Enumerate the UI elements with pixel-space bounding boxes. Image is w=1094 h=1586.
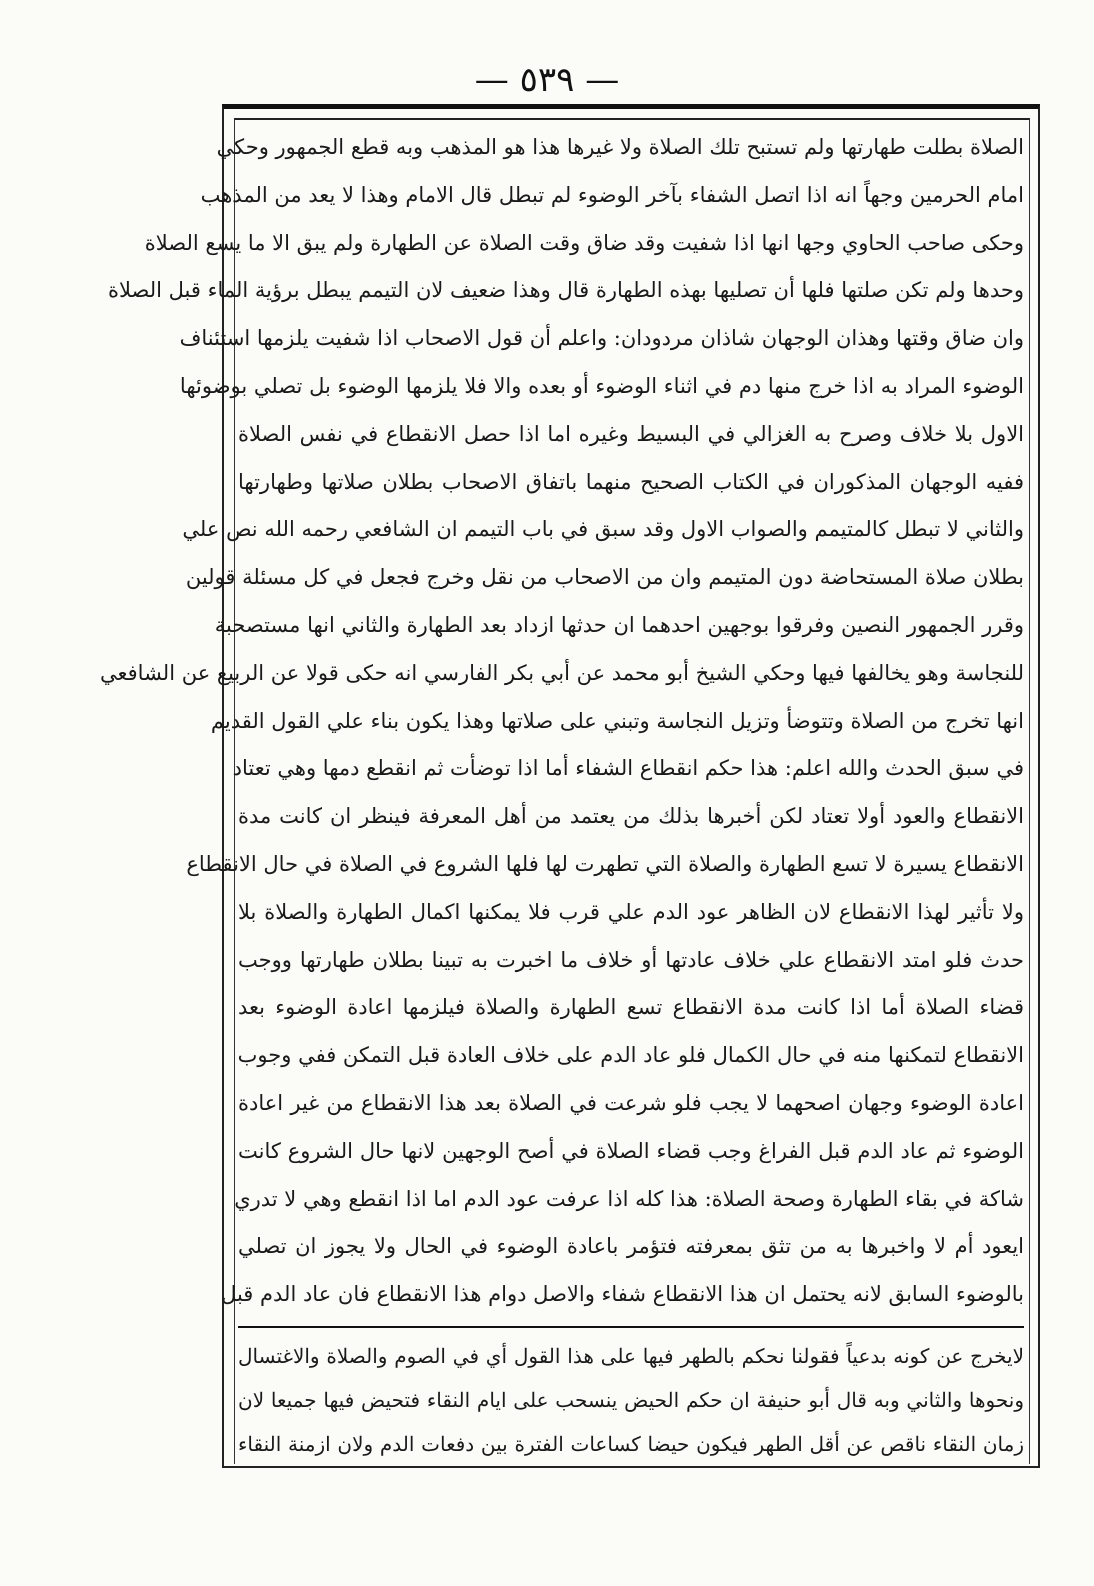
footnote-separator bbox=[238, 1326, 1024, 1328]
text-line: الوضوء المراد به اذا خرج منها دم في اثناء الوضوء أو بعده والا فلا يلزمها الوضوء بل تصلي بوضوئها bbox=[179, 373, 1024, 398]
text-line: وان ضاق وقتها وهذان الوجهان شاذان مردودان: واعلم أن قول الاصحاب اذا شفيت يلزمها استئناف bbox=[179, 326, 1024, 351]
text-line: الاول بلا خلاف وصرح به الغزالي في البسيط وغيره اما اذا حصل الانقطاع في نفس الصلاة bbox=[238, 421, 1024, 446]
footnote-line: ونحوها والثاني وبه قال أبو حنيفة ان حكم الحيض ينسحب على ايام النقاء فتحيض فيها جميعا لان bbox=[238, 1388, 1024, 1412]
text-line: ولا تأثير لهذا الانقطاع لان الظاهر عود الدم علي قرب فلا يمكنها اكمال الطهارة والصلاة بلا bbox=[238, 899, 1024, 924]
page-number: — ٥٣٩ — bbox=[474, 60, 620, 100]
text-line: بطلان صلاة المستحاضة دون المتيمم وان من الاصحاب من نقل وخرج فجعل في كل مسئلة قولين bbox=[185, 565, 1024, 590]
text-line: والثاني لا تبطل كالمتيمم والصواب الاول وقد سبق في باب التيمم ان الشافعي رحمه الله نص علي bbox=[182, 517, 1024, 542]
text-line: الانقطاع والعود أولا تعتاد لكن أخبرها بذلك من يعتمد من أهل المعرفة فينظر ان كانت مدة bbox=[238, 804, 1024, 829]
text-line: للنجاسة وهو يخالفها فيها وحكي الشيخ أبو محمد عن أبي بكر الفارسي انه حكى قولا عن الربيع عن الشافعي bbox=[100, 660, 1024, 685]
text-line: شاكة في بقاء الطهارة وصحة الصلاة: هذا كله اذا عرفت عود الدم اما اذا انقطع وهي لا تدري bbox=[234, 1186, 1024, 1211]
text-line: ففيه الوجهان المذكوران في الكتاب الصحيح منهما باتفاق الاصحاب بطلان صلاتها وطهارتها bbox=[238, 469, 1024, 494]
text-line: الصلاة بطلت طهارتها ولم تستبح تلك الصلاة ولا غيرها هذا هو المذهب وبه قطع الجمهور وحكي bbox=[216, 135, 1024, 159]
text-line: في سبق الحدث والله اعلم: هذا حكم انقطاع الشفاء أما اذا توضأت ثم انقطع دمها وهي تعتاد bbox=[232, 756, 1024, 781]
text-line: حدث فلو امتد الانقطاع علي خلاف عادتها أو خلاف ما اخبرت به تبينا بطلان طهارتها ووجب bbox=[238, 947, 1024, 972]
footnote-line: زمان النقاء ناقص عن أقل الطهر فيكون حيضا كساعات الفترة بين دفعات الدم ولان ازمنة النقاء bbox=[238, 1432, 1024, 1456]
text-line: اعادة الوضوء وجهان اصحهما لا يجب فلو شرعت في الصلاة بعد هذا الانقطاع من غير اعادة bbox=[238, 1090, 1024, 1115]
text-line: قضاء الصلاة أما اذا كانت مدة الانقطاع تسع الطهارة والصلاة فيلزمها اعادة الوضوء بعد bbox=[238, 995, 1024, 1020]
text-line: الانقطاع لتمكنها منه في حال الكمال فلو عاد الدم على خلاف العادة قبل التمكن ففي وجوب bbox=[237, 1043, 1024, 1068]
text-line: وقرر الجمهور النصين وفرقوا بوجهين احدهما ان حدثها ازداد بعد الطهارة والثاني انها مستصحبة bbox=[214, 612, 1024, 637]
text-line: وحدها ولم تكن صلتها فلها أن تصليها بهذه الطهارة قال وهذا ضعيف لان التيمم يبطل برؤية الماء قبل الصلاة bbox=[107, 278, 1024, 303]
text-line: بالوضوء السابق لانه يحتمل ان هذا الانقطاع شفاء والاصل دوام هذا الانقطاع فان عاد الدم قبل bbox=[221, 1282, 1024, 1307]
main-text-block bbox=[100, 124, 1024, 1324]
text-line: وحكى صاحب الحاوي وجها انها اذا شفيت وقد ضاق وقت الصلاة عن الطهارة ولم يبق الا ما يسع الصلاة bbox=[144, 230, 1024, 255]
text-line: امام الحرمين وجهاً انه اذا اتصل الشفاء بآخر الوضوء لم تبطل قال الامام وهذا لا يعد من المذهب bbox=[200, 182, 1024, 207]
text-line: الوضوء ثم عاد الدم قبل الفراغ وجب قضاء الصلاة في أصح الوجهين لانها حال الشروع كانت bbox=[238, 1138, 1024, 1163]
footnote-line: لايخرج عن كونه بدعياً فقولنا نحكم بالطهر فيها على هذا القول أي في الصوم والصلاة والاغتسال bbox=[238, 1344, 1024, 1368]
text-line: الانقطاع يسيرة لا تسع الطهارة والصلاة التي تطهرت لها فلها الشروع في الصلاة في حال الانقطاع bbox=[186, 851, 1024, 876]
footnotes-block bbox=[238, 1334, 1024, 1466]
text-line: انها تخرج من الصلاة وتتوضأ وتزيل النجاسة وتبني على صلاتها وهذا يكون بناء علي القول القديم bbox=[210, 708, 1024, 733]
text-line: ايعود أم لا واخبرها به من تثق بمعرفته فتؤمر باعادة الوضوء في الحال ولا يجوز ان تصلي bbox=[238, 1234, 1024, 1259]
